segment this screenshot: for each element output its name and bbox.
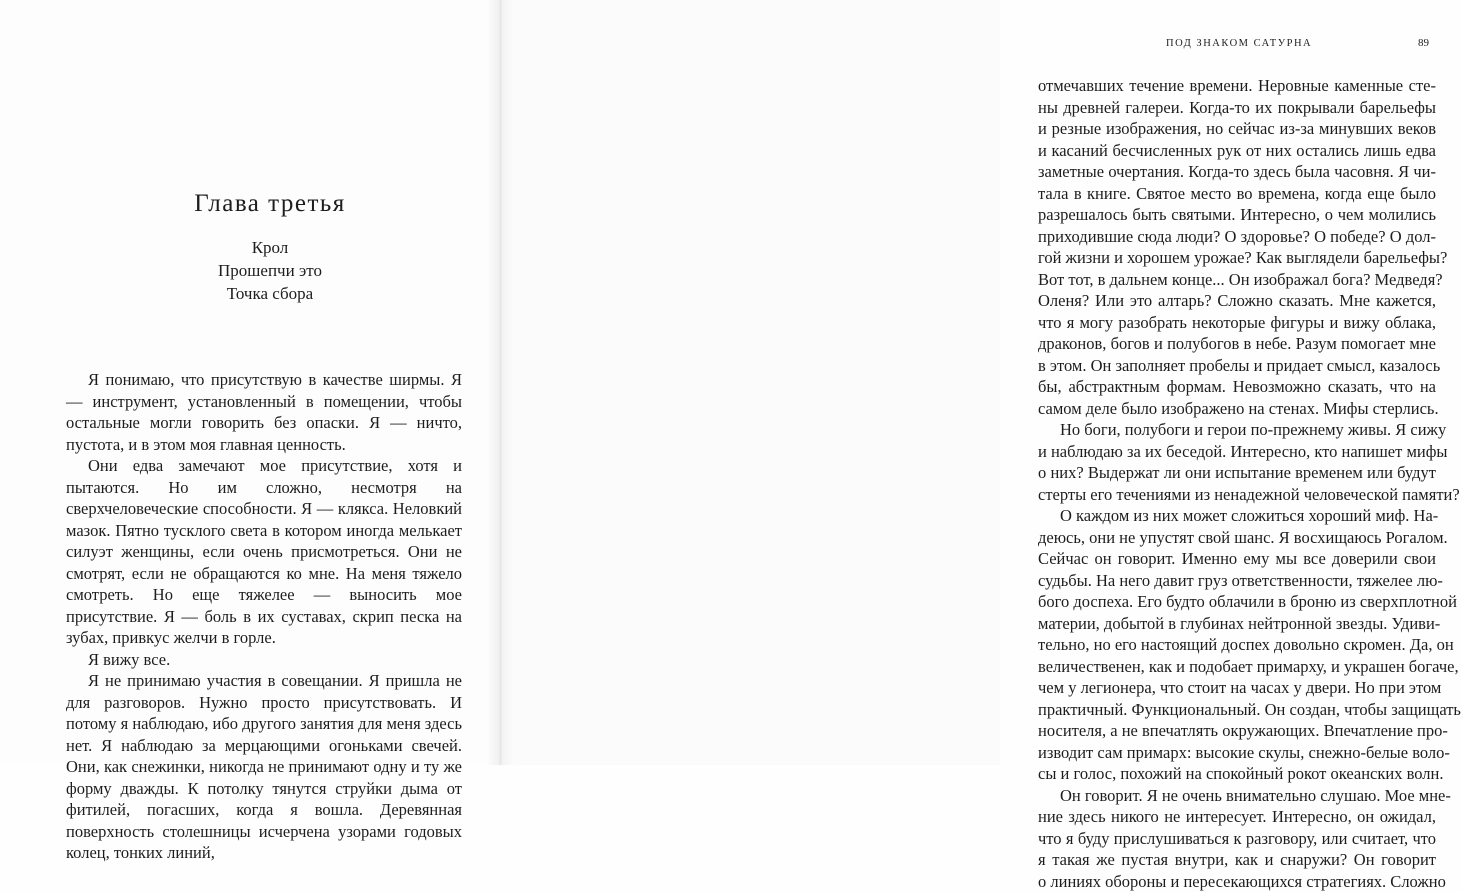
running-head: ПОД ЗНАКОМ САТУРНА [1166,38,1312,49]
epigraph [0,236,540,305]
text-line: и наблюдаю за их беседой. Интересно, кто напишет мифы [1038,441,1436,463]
text-line: деюсь, они не упустят свой шанс. Я восхищаюсь Рогалом. [1038,527,1436,549]
text-line: бого доспеха. Его будто облачили в броню из сверхплотной [1038,591,1436,613]
epigraph-line: Точка сбора [0,282,540,305]
text-line: сы и голос, похожий на спокойный рокот океанских волн. [1038,763,1436,785]
paragraph [1038,785,1436,892]
text-line: что я могу разобрать некоторые фигуры и вижу облака, [1038,312,1436,334]
text-line: и резные изображения, но сейчас из-за минувших веков [1038,118,1436,140]
text-line: тельно, но его настоящий доспех довольно скромен. Да, он [1038,634,1436,656]
text-line: гой жизни и хорошем урожае? Как выглядели барельефы? [1038,247,1436,269]
text-line: стерты его течениями из ненадежной человеческой памяти? [1038,484,1436,506]
right-body-text [1038,75,1436,892]
paragraph: Я вижу все. [66,649,462,671]
text-line: О каждом из них может сложиться хороший миф. На- [1038,505,1436,527]
text-line: изводит сам примарх: высокие скулы, снежно-белые воло- [1038,742,1436,764]
text-line: практичный. Функциональный. Он создан, чтобы защищать [1038,699,1436,721]
text-line: носителя, а не впечатлять окружающих. Впечатление про- [1038,720,1436,742]
text-line: материи, добытой в глубинах нейтронной звезды. Удиви- [1038,613,1436,635]
text-line: ние здесь никого не интересует. Интересно, он ожидал, [1038,806,1436,828]
text-line: заметные очертания. Когда-то здесь была часовня. Я чи- [1038,161,1436,183]
text-line: судьбы. На него давит груз ответственности, тяжелее лю- [1038,570,1436,592]
chapter-title: Глава третья [0,190,540,218]
text-line: Вот тот, в дальнем конце... Он изображал бога? Медведя? [1038,269,1436,291]
text-line: о линиях обороны и пересекающихся стратегиях. Сложно [1038,871,1436,892]
text-line: я такая же пустая внутри, как и снаружи? Он говорит [1038,849,1436,871]
paragraph [1038,419,1436,505]
text-line: Но боги, полубоги и герои по-прежнему живы. Я сижу [1038,419,1436,441]
text-line: ны древней галереи. Когда-то их покрывали барельефы [1038,97,1436,119]
text-line: что я буду прислушиваться к разговору, или считает, что [1038,828,1436,850]
text-line: отмечавших течение времени. Неровные каменные сте- [1038,75,1436,97]
book-gutter-shadow [487,0,513,765]
paragraph: Я понимаю, что присутствую в качестве ширмы. Я — инструмент, установленный в помещении, чтобы остальные могли говорить без опаски. Я — ничто, пустота, и в этом моя главная ценность. [66,369,462,455]
text-line: Сейчас он говорит. Именно ему мы все доверили свои [1038,548,1436,570]
text-line: разрешалось быть святыми. Интересно, о чем молились [1038,204,1436,226]
text-line: Оленя? Или это алтарь? Сложно сказать. Мне кажется, [1038,290,1436,312]
right-page [500,0,1000,765]
text-line: и касаний бесчисленных рук от них остались лишь едва [1038,140,1436,162]
text-line: Он говорит. Я не очень внимательно слушаю. Мое мне- [1038,785,1436,807]
left-page [0,0,500,765]
text-line: бы, абстрактным формам. Невозможно сказать, что на [1038,376,1436,398]
text-line: самом деле было изображено на стенах. Мифы стерлись. [1038,398,1436,420]
paragraph: Я не принимаю участия в совещании. Я пришла не для разговоров. Нужно просто присутствовать. И потому я наблюдаю, ибо другого занятия для меня здесь нет. Я наблюдаю за мерцающими огоньками свечей. Они, как снежинки, никогда не принимают одну и ту же форму дважды. К потолку тянутся струйки дыма от фитилей, погасших, когда я вошла. Деревянная поверхность столешницы исчерчена узорами годовых колец, тонких линий, [66,670,462,864]
epigraph-line: Прошепчи это [0,259,540,282]
page-number: 89 [1418,37,1429,49]
text-line: чем у легионера, что стоит на часах у двери. Но при этом [1038,677,1436,699]
paragraph [1038,505,1436,785]
text-line: о них? Выдержат ли они испытание временем или будут [1038,462,1436,484]
text-line: приходившие сюда люди? О здоровье? О победе? О дол- [1038,226,1436,248]
text-line: величественен, как и подобает примарху, и украшен богаче, [1038,656,1436,678]
left-body-text [66,369,462,864]
text-line: в этом. Он заполняет пробелы и придает смысл, казалось [1038,355,1436,377]
text-line: драконов, богов и полубогов в небе. Разум помогает мне [1038,333,1436,355]
epigraph-line: Крол [0,236,540,259]
paragraph [1038,75,1436,419]
paragraph: Они едва замечают мое присутствие, хотя и пытаются. Но им сложно, несмотря на сверхчеловеческие способности. Я — клякса. Неловкий мазок. Пятно тусклого света в котором иногда мелькает силуэт женщины, если очень присмотреться. Они не смотрят, если не обращаются ко мне. На меня тяжело смотреть. Но еще тяжелее — выносить мое присутствие. Я — боль в их суставах, скрип песка на зубах, привкус желчи в горле. [66,455,462,649]
text-line: тала в книге. Святое место во времена, когда еще было [1038,183,1436,205]
